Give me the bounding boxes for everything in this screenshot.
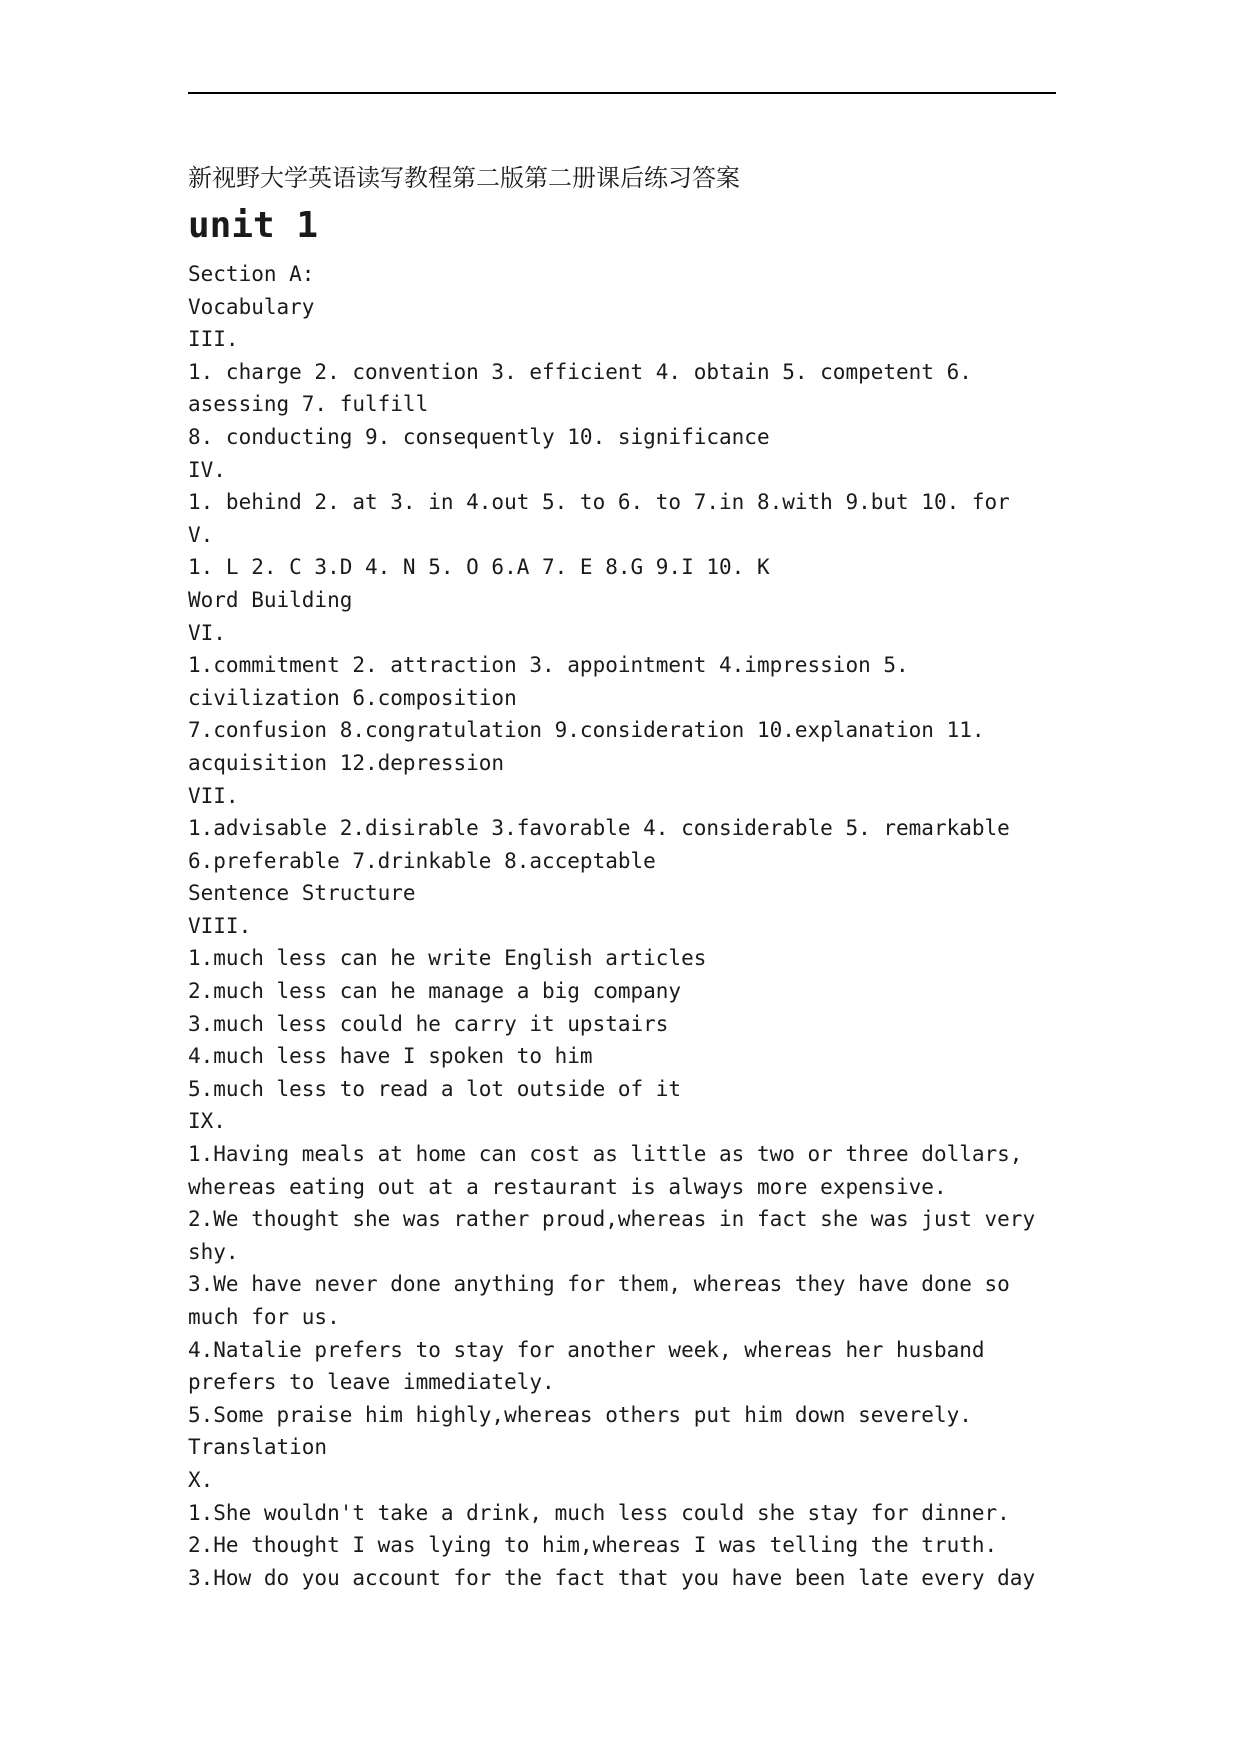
text-line: 1.much less can he write English articles — [188, 946, 707, 971]
text-line: 1. charge 2. convention 3. efficient 4. obtain 5. competent 6. — [188, 359, 972, 384]
text-line: acquisition 12.depression — [188, 750, 505, 775]
text-line: 2.We thought she was rather proud,whereas in fact she was just very — [188, 1207, 1036, 1232]
text-line: 3.We have never done anything for them, whereas they have done so — [188, 1272, 1010, 1297]
text-line: 2.He thought I was lying to him,whereas I was telling the truth. — [188, 1533, 998, 1558]
text-line: shy. — [188, 1239, 239, 1264]
text-line: IX. — [188, 1109, 226, 1134]
text-line: 1.She wouldn't take a drink, much less could she stay for dinner. — [188, 1500, 1010, 1525]
header-rule — [188, 92, 1056, 94]
text-line: VI. — [188, 620, 226, 645]
text-line: 5.much less to read a lot outside of it — [188, 1076, 682, 1101]
text-line: 4.much less have I spoken to him — [188, 1044, 593, 1069]
text-line: Vocabulary — [188, 294, 315, 319]
text-line: 1. behind 2. at 3. in 4.out 5. to 6. to 7.in 8.with 9.but 10. for — [188, 490, 1010, 515]
answer-lines — [188, 258, 1068, 1594]
text-line: 1. L 2. C 3.D 4. N 5. O 6.A 7. E 8.G 9.I 10. K — [188, 555, 770, 580]
text-line: IV. — [188, 457, 226, 482]
text-line: whereas eating out at a restaurant is always more expensive. — [188, 1174, 947, 1199]
text-line: Sentence Structure — [188, 881, 416, 906]
text-line: VII. — [188, 783, 239, 808]
text-line: 1.Having meals at home can cost as little as two or three dollars, — [188, 1142, 1023, 1167]
text-line: 6.preferable 7.drinkable 8.acceptable — [188, 848, 656, 873]
text-line: asessing 7. fulfill — [188, 392, 429, 417]
document-title: 新视野大学英语读写教程第二版第二册课后练习答案 — [188, 164, 740, 192]
text-line: Word Building — [188, 587, 353, 612]
text-line: 3.much less could he carry it upstairs — [188, 1011, 669, 1036]
text-line: Section A: — [188, 262, 315, 286]
text-line: much for us. — [188, 1305, 340, 1329]
text-line: 2.much less can he manage a big company — [188, 979, 682, 1004]
unit-heading: unit 1 — [188, 205, 319, 246]
text-line: 5.Some praise him highly,whereas others put him down severely. — [188, 1402, 972, 1427]
text-line: III. — [188, 327, 239, 352]
text-line: 3.How do you account for the fact that you have been late every day — [188, 1565, 1036, 1590]
text-line: prefers to leave immediately. — [188, 1370, 555, 1395]
text-line: X. — [188, 1467, 214, 1492]
text-line: 4.Natalie prefers to stay for another week, whereas her husband — [188, 1337, 985, 1362]
text-line: civilization 6.composition — [188, 685, 517, 710]
text-line: V. — [188, 522, 214, 547]
text-line: 1.commitment 2. attraction 3. appointment 4.impression 5. — [188, 653, 909, 678]
text-line: 7.confusion 8.congratulation 9.consideration 10.explanation 11. — [188, 718, 985, 743]
document-body — [188, 160, 1068, 1594]
text-line: 1.advisable 2.disirable 3.favorable 4. considerable 5. remarkable — [188, 816, 1010, 841]
text-line: 8. conducting 9. consequently 10. significance — [188, 424, 770, 449]
text-line: Translation — [188, 1435, 328, 1460]
text-line: VIII. — [188, 913, 252, 938]
